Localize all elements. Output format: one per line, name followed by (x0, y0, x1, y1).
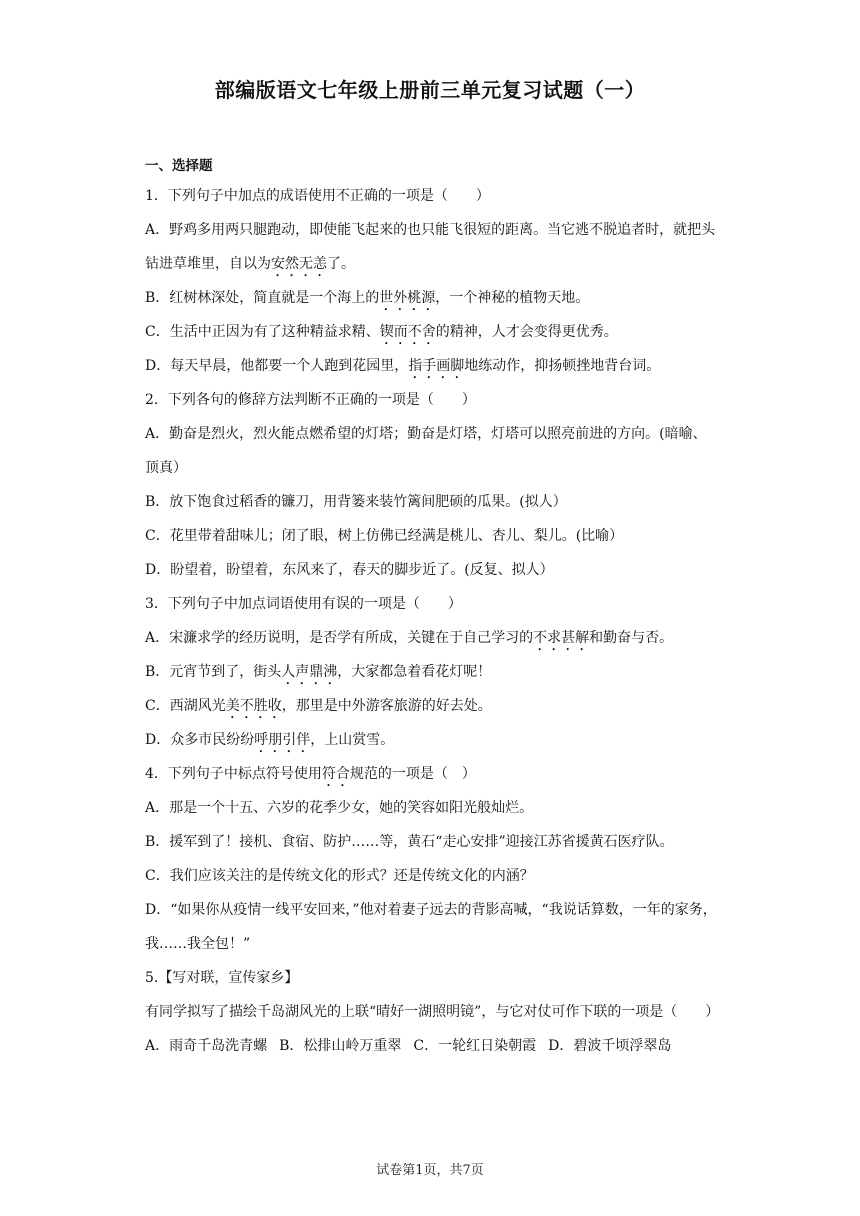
question-4-option-b: B．援军到了！接机、食宿、防护……等，黄石“走心安排”迎接江苏省援黄石医疗队。 (145, 834, 674, 850)
question-4-stem: 4．下列句子中标点符号使用符合规范的一项是（ ） (145, 766, 476, 782)
question-5-option-a: A．雨奇千岛洗青螺 (145, 1038, 268, 1054)
question-1-option-d: D．每天早晨，他都要一个人跑到花园里，指手画脚地练动作，抑扬顿挫地背台词。 (145, 358, 661, 374)
question-3-option-b: B．元宵节到了，街头人声鼎沸，大家都急着看花灯呢！ (145, 664, 492, 680)
question-4-option-c: C．我们应该关注的是传统文化的形式？还是传统文化的内涵？ (145, 868, 534, 884)
question-1-stem: 1．下列句子中加点的成语使用不正确的一项是（ ） (145, 188, 490, 204)
question-4-option-d: D．“如果你从疫情一线平安回来，”他对着妻子远去的背影高喊，“我说话算数，一年的家务，我……我全包！” (145, 902, 717, 952)
question-2-option-d: D．盼望着，盼望着，东风来了，春天的脚步近了。(反复、拟人） (145, 562, 554, 578)
question-3-stem: 3．下列句子中加点词语使用有误的一项是（ ） (145, 596, 462, 612)
question-3-option-d: D．众多市民纷纷呼朋引伴，上山赏雪。 (145, 732, 395, 748)
question-3-option-c: C．西湖风光美不胜收，那里是中外游客旅游的好去处。 (145, 698, 492, 714)
question-5-option-b: B．松排山岭万重翠 (279, 1038, 402, 1054)
question-2-option-b: B．放下饱食过稻香的镰刀，用背篓来装竹篱间肥硕的瓜果。(拟人） (145, 494, 567, 510)
section-heading: 一、选择题 (145, 158, 213, 174)
question-5-option-d: D．碧波千顷浮翠岛 (548, 1038, 672, 1054)
page-footer: 试卷第1页，共7页 (376, 1163, 484, 1178)
question-1-option-a: A．野鸡多用两只腿跑动，即使能飞起来的也只能飞很短的距离。当它逃不脱追者时，就把头钻进草堆里，自以为安然无恙了。 (145, 222, 716, 272)
question-1-option-b: B．红树林深处，简直就是一个海上的世外桃源，一个神秘的植物天地。 (145, 290, 590, 306)
question-5-stem: 5.【写对联，宣传家乡】 (145, 970, 299, 986)
question-5-option-c: C．一轮红日染朝霞 (413, 1038, 537, 1054)
question-2-option-c: C．花里带着甜味儿；闭了眼，树上仿佛已经满是桃儿、杏儿、梨儿。(比喻） (145, 528, 624, 544)
question-1-option-c: C．生活中正因为有了这种精益求精、锲而不舍的精神，人才会变得更优秀。 (145, 324, 618, 340)
question-list (145, 156, 720, 1063)
question-2-stem: 2．下列各句的修辞方法判断不正确的一项是（ ） (145, 392, 476, 408)
question-5-prompt: 有同学拟写了描绘千岛湖风光的上联“晴好一湖照明镜”，与它对仗可作下联的一项是（ ） (145, 1004, 720, 1020)
question-4-option-a: A．那是一个十五、六岁的花季少女，她的笑容如阳光般灿烂。 (145, 800, 534, 816)
question-2-option-a: A．勤奋是烈火，烈火能点燃希望的灯塔；勤奋是灯塔，灯塔可以照亮前进的方向。(暗喻、顶真） (145, 426, 707, 476)
question-5-options (145, 1029, 720, 1063)
question-3-option-a: A．宋濂求学的经历说明，是否学有所成，关键在于自己学习的不求甚解和勤奋与否。 (145, 630, 674, 646)
page-title: 部编版语文七年级上册前三单元复习试题（一） (214, 78, 646, 102)
